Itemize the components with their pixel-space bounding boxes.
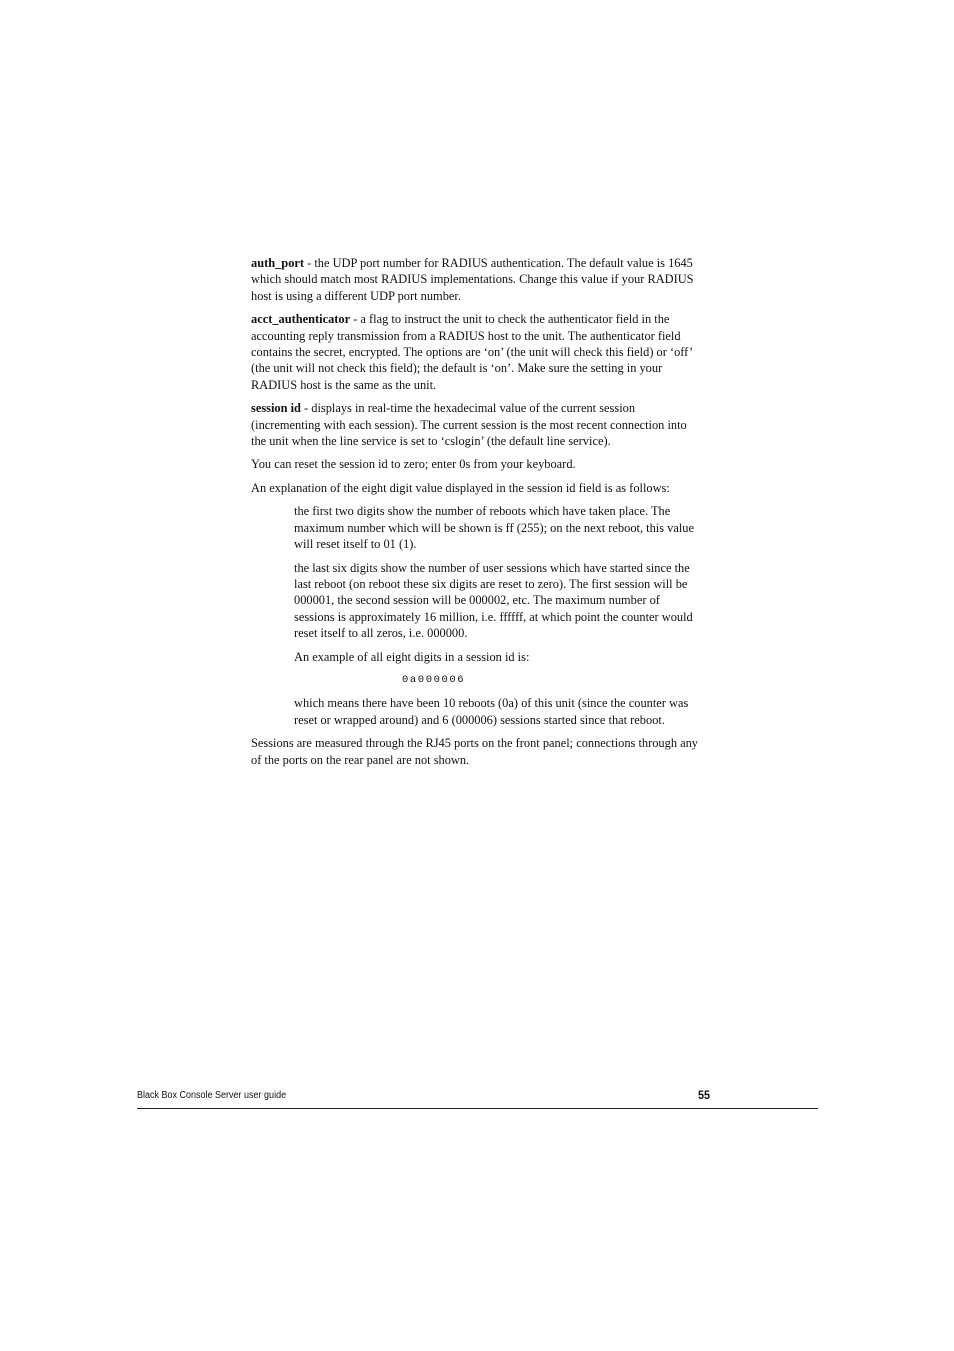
last-six-digits-paragraph: the last six digits show the number of user sessions which have started since the last reboot (on reboot these six digits are reset to zero). The first session will be 000001, the second session will be 000002, etc. The maximum number of sessions is approximately 16 million, i.e. ffffff, at which point the counter would reset itself to all zeros, i.e. 000000. <box>294 560 693 641</box>
sessions-note-paragraph: Sessions are measured through the RJ45 ports on the front panel; connections through any of the ports on the rear panel are not shown. <box>251 736 699 767</box>
explanation-intro-paragraph: An explanation of the eight digit value displayed in the session id field is as follows: <box>251 480 670 495</box>
example-meaning-paragraph: which means there have been 10 reboots (0a) of this unit (since the counter was reset or wrapped around) and 6 (000006) sessions started since that reboot. <box>294 696 689 727</box>
acct-authenticator-description: - a flag to instruct the unit to check the authenticator field in the accounting reply transmission from a RADIUS host to the unit. The authenticator field contains the secret, encrypted. The options are ‘on’ (the unit will check this field) or ‘off’ (the unit will not check this field); the default is ‘on’. Make sure the setting in your RADIUS host is the same as the unit. <box>251 312 693 392</box>
session-id-term: session id <box>251 401 301 416</box>
auth-port-paragraph <box>251 255 703 304</box>
example-intro-paragraph: An example of all eight digits in a session id is: <box>294 649 530 664</box>
reset-paragraph: You can reset the session id to zero; enter 0s from your keyboard. <box>251 457 576 472</box>
page-footer <box>137 1087 818 1109</box>
acct-authenticator-paragraph <box>251 311 703 393</box>
session-id-description: - displays in real-time the hexadecimal value of the current session (incrementing with each session). The current session is the most recent connection into the unit when the line service is set to ‘cslogin’ (the default line service). <box>251 401 687 449</box>
example-session-id-code: 0a000006 <box>402 673 466 686</box>
footer-document-title: Black Box Console Server user guide <box>137 1090 287 1101</box>
auth-port-description: - the UDP port number for RADIUS authentication. The default value is 1645 which should match most RADIUS implementations. Change this value if your RADIUS host is using a different UDP port number. <box>251 256 694 303</box>
page-body <box>251 255 703 775</box>
footer-page-number: 55 <box>698 1088 711 1102</box>
session-id-paragraph <box>251 400 703 449</box>
first-two-digits-paragraph: the first two digits show the number of reboots which have taken place. The maximum number which will be shown is ff (255); on the next reboot, this value will reset itself to 01 (1). <box>294 504 694 552</box>
auth-port-term: auth_port <box>251 256 305 270</box>
acct-authenticator-term: acct_authenticator <box>251 312 351 327</box>
